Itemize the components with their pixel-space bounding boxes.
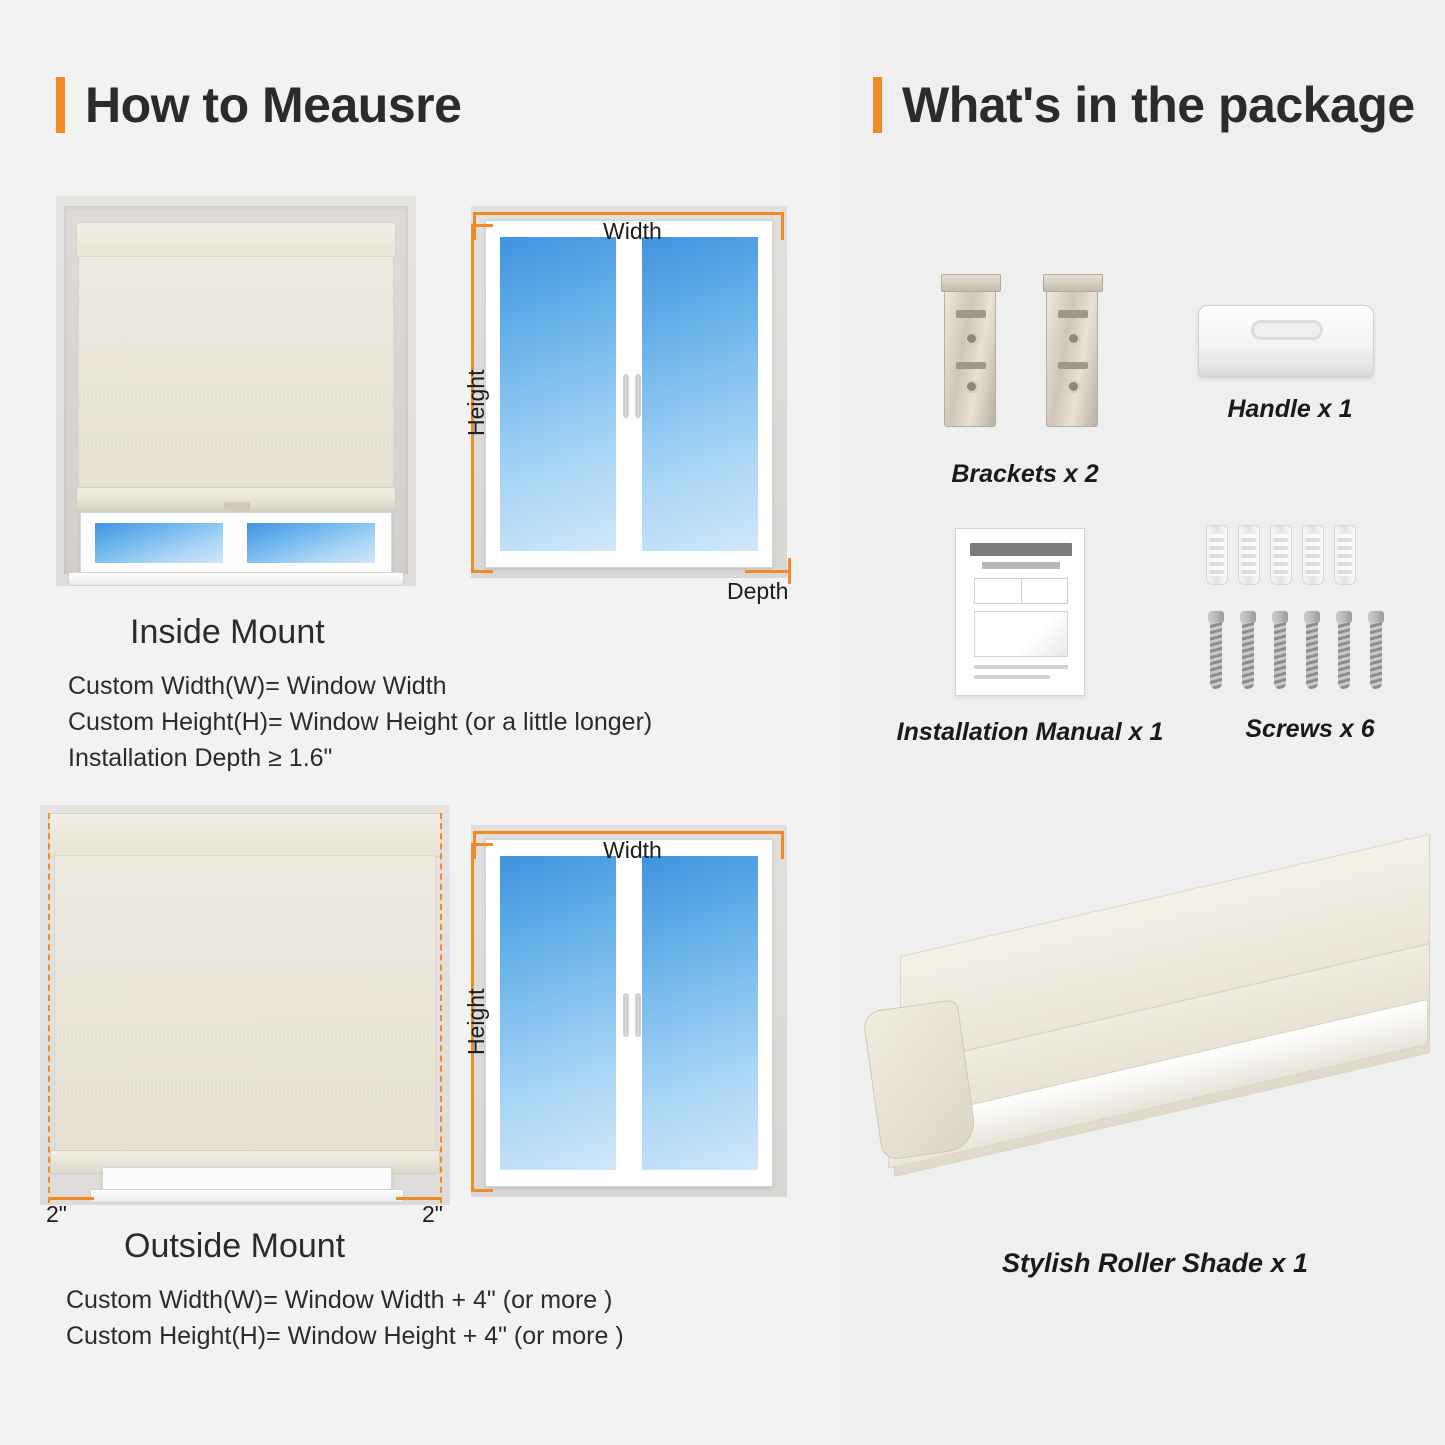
- screws-label: Screws x 6: [1245, 715, 1375, 743]
- depth-marker-line: [745, 570, 791, 573]
- overhang-left-marker: [48, 1197, 94, 1200]
- inside-spec-1: Custom Width(W)= Window Width: [68, 672, 447, 700]
- height-marker-top: [471, 224, 493, 227]
- outside-mount-measure-diagram: [455, 815, 795, 1215]
- outside-spec-2: Custom Height(H)= Window Height + 4" (or more ): [66, 1322, 624, 1350]
- inside-spec-3: Installation Depth ≥ 1.6": [68, 744, 333, 772]
- screws-illustration: [1200, 525, 1400, 705]
- inside-mount-caption: Inside Mount: [130, 613, 325, 651]
- accent-bar-icon: [56, 77, 65, 133]
- height-marker-bottom: [471, 570, 493, 573]
- label-depth: Depth: [727, 578, 789, 604]
- package-title: [873, 76, 1415, 134]
- label-height-2: Height: [463, 988, 489, 1055]
- width-marker-line: [473, 212, 784, 215]
- brackets-illustration: [940, 275, 1100, 435]
- outside-extent-left: [48, 813, 50, 1203]
- label-overhang-right: 2": [422, 1201, 443, 1227]
- label-width: Width: [603, 218, 662, 244]
- manual-illustration: [955, 528, 1095, 708]
- handle-illustration: [1198, 305, 1378, 395]
- inside-mount-shade-illustration: [56, 196, 416, 586]
- label-width-2: Width: [603, 837, 662, 863]
- label-height: Height: [463, 369, 489, 436]
- width-marker-right-2: [781, 831, 784, 859]
- accent-bar-icon-2: [873, 77, 882, 133]
- handle-label: Handle x 1: [1227, 395, 1353, 423]
- height-marker-top-2: [471, 843, 493, 846]
- brackets-label: Brackets x 2: [951, 460, 1099, 488]
- inside-spec-2: Custom Height(H)= Window Height (or a little longer): [68, 708, 653, 736]
- roller-shade-label: Stylish Roller Shade x 1: [1001, 1248, 1309, 1278]
- outside-mount-shade-illustration: [40, 805, 450, 1227]
- width-marker-right: [781, 212, 784, 240]
- roller-shade-illustration: [880, 855, 1440, 1275]
- width-marker-line-2: [473, 831, 784, 834]
- outside-extent-right: [440, 813, 442, 1203]
- package-contents-panel: [840, 0, 1445, 1445]
- section-title-text: How to Meausre: [85, 77, 462, 133]
- outside-mount-caption: Outside Mount: [124, 1227, 346, 1265]
- manual-label: Installation Manual x 1: [896, 718, 1164, 746]
- overhang-right-marker: [396, 1197, 442, 1200]
- height-marker-bottom-2: [471, 1189, 493, 1192]
- outside-spec-1: Custom Width(W)= Window Width + 4" (or more ): [66, 1286, 613, 1314]
- inside-mount-measure-diagram: [455, 196, 795, 604]
- depth-marker-end: [788, 558, 791, 584]
- package-title-text: What's in the package: [902, 77, 1415, 133]
- how-to-measure-title: [56, 76, 461, 134]
- label-overhang-left: 2": [46, 1201, 67, 1227]
